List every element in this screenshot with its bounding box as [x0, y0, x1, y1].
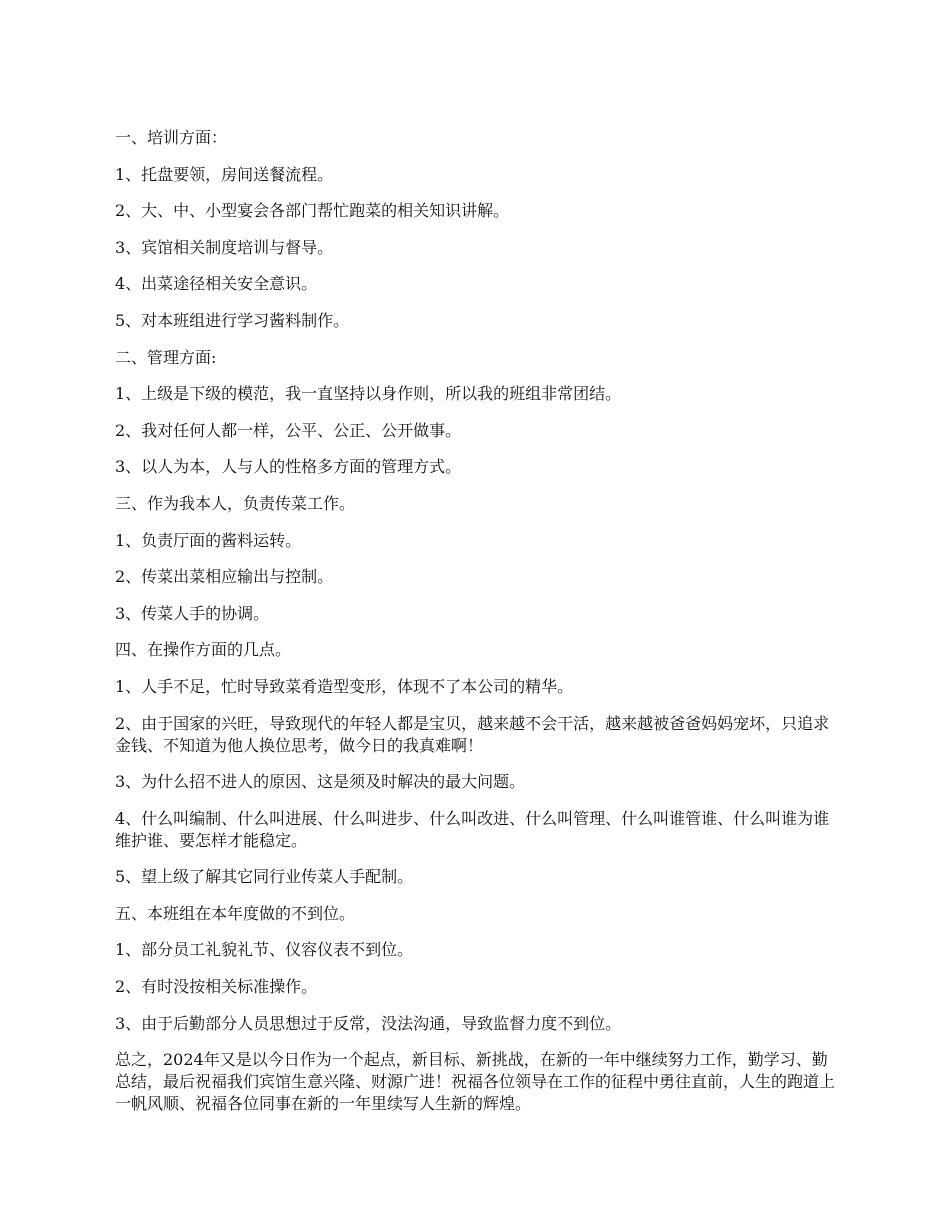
section-heading-training: 一、培训方面：	[115, 128, 228, 147]
list-item: 2、由于国家的兴旺，导致现代的年轻人都是宝贝，越来越不会干活，越来越被爸爸妈妈宠坏，只追求金钱、不知道为他人换位思考，做今日的我真难啊！	[115, 713, 830, 755]
list-item: 3、以人为本，人与人的性格多方面的管理方式。	[115, 457, 462, 477]
section-heading-personal: 三、作为我本人，负责传菜工作。	[115, 493, 356, 513]
document-body	[115, 127, 835, 1130]
section-heading-shortcomings: 五、本班组在本年度做的不到位。	[115, 903, 356, 923]
list-item: 2、大、中、小型宴会各部门帮忙跑菜的相关知识讲解。	[115, 201, 510, 221]
list-item: 5、望上级了解其它同行业传菜人手配制。	[115, 867, 414, 887]
list-item: 1、部分员工礼貌礼节、仪容仪表不到位。	[115, 940, 414, 960]
list-item: 2、传菜出菜相应输出与控制。	[115, 567, 334, 587]
list-item: 2、我对任何人都一样，公平、公正、公开做事。	[115, 420, 462, 440]
list-item: 3、宾馆相关制度培训与督导。	[115, 237, 334, 257]
list-item: 1、负责厅面的酱料运转。	[115, 530, 302, 550]
section-heading-management: 二、管理方面:	[115, 347, 217, 367]
list-item: 2、有时没按相关标准操作。	[115, 977, 318, 997]
list-item: 1、人手不足，忙时导致菜肴造型变形，体现不了本公司的精华。	[115, 676, 574, 696]
list-item: 3、传菜人手的协调。	[115, 603, 270, 623]
list-item: 3、为什么招不进人的原因、这是须及时解决的最大问题。	[115, 772, 526, 792]
list-item: 3、由于后勤部分人员思想过于反常，没法沟通，导致监督力度不到位。	[115, 1013, 622, 1033]
list-item: 5、对本班组进行学习酱料制作。	[115, 310, 350, 330]
section-heading-operations: 四、在操作方面的几点。	[115, 640, 292, 660]
list-item: 1、托盘要领，房间送餐流程。	[115, 164, 334, 184]
list-item: 4、出菜途径相关安全意识。	[115, 274, 318, 294]
conclusion-paragraph: 总之，2024年又是以今日作为一个起点，新目标、新挑战，在新的一年中继续努力工作，勤学习、勤总结，最后祝福我们宾馆生意兴隆、财源广进！祝福各位领导在工作的征程中勇往直前，人生的跑道上一帆风顺、祝福各位同事在新的一年里续写人生新的辉煌。	[115, 1050, 836, 1114]
list-item: 1、上级是下级的模范，我一直坚持以身作则，所以我的班组非常团结。	[115, 384, 622, 404]
list-item: 4、什么叫编制、什么叫进展、什么叫进步、什么叫改进、什么叫管理、什么叫谁管谁、什么叫谁为谁维护谁、要怎样才能稳定。	[115, 808, 830, 850]
